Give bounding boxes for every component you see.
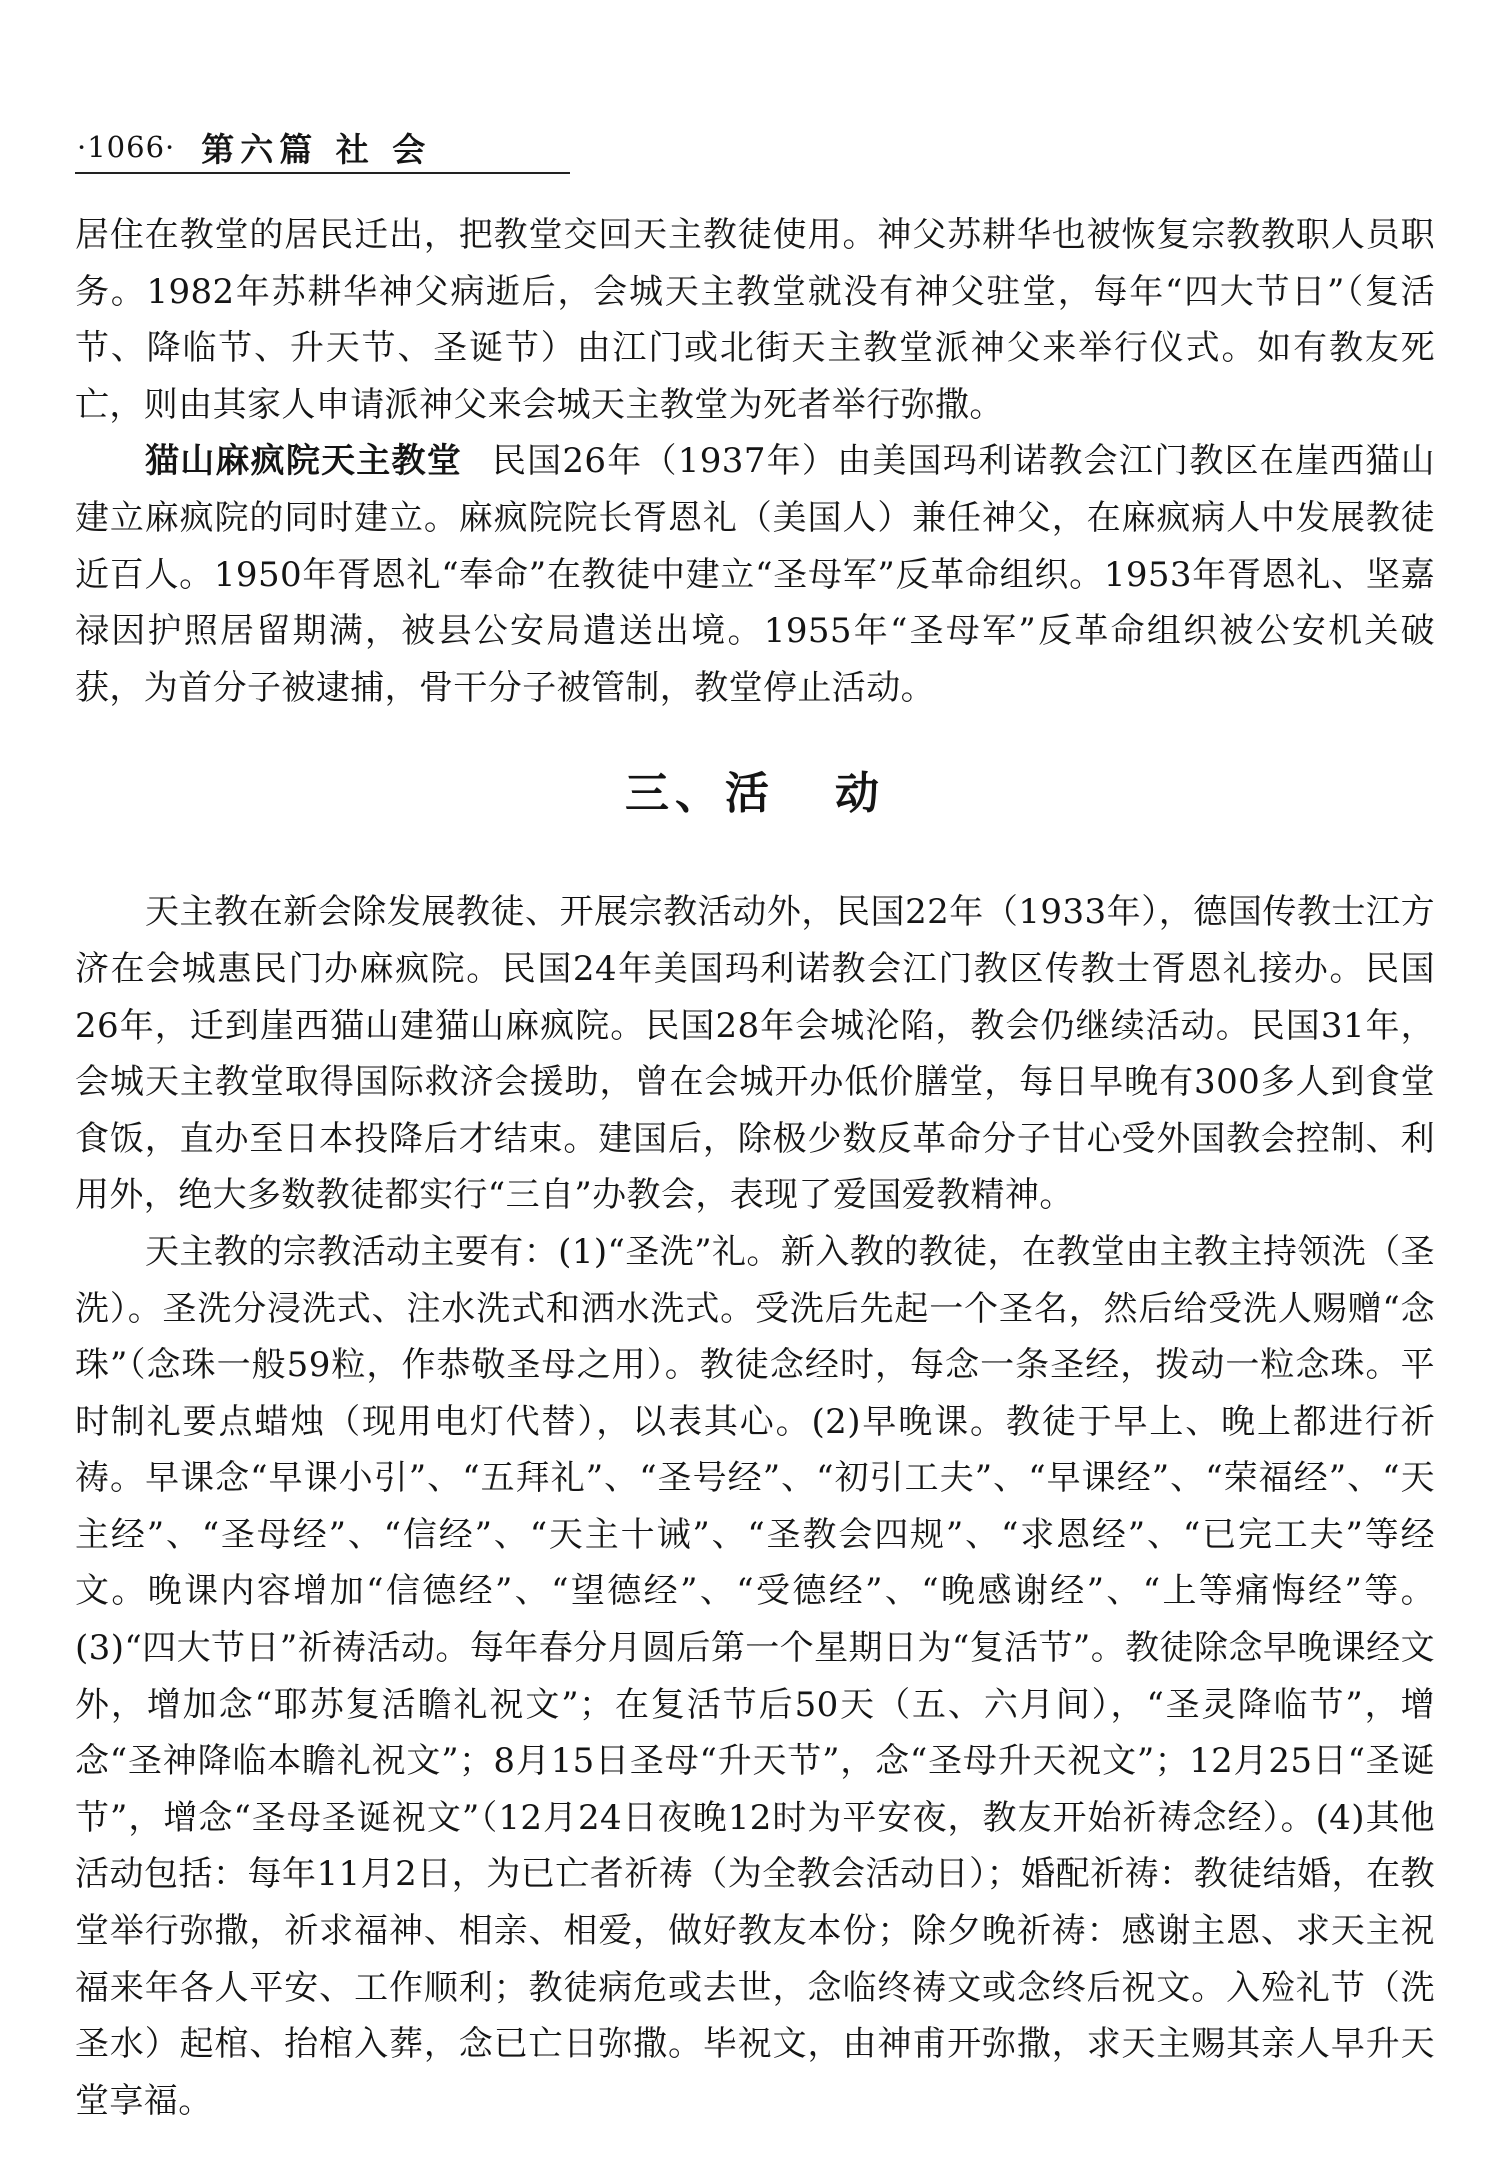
paragraph-activities-history: 天主教在新会除发展教徒、开展宗教活动外，民国22年（1933年），德国传教士江方济在会城惠民门办麻疯院。民国24年美国玛利诺教会江门教区传教士胥恩礼接办。民国26年，迁到崖西猫山建猫山麻疯院。民国28年会城沦陷，教会仍继续活动。民国31年，会城天主教堂取得国际救济会援助，曾在会城开办低价膳堂，每日早晚有300多人到食堂食饭，直办至日本投降后才结束。建国后，除极少数反革命分子甘心受外国教会控制、利用外，绝大多数教徒都实行“三自”办教会，表现了爱国爱教精神。 — [75, 892, 1435, 1216]
chapter-title: 第六篇 社 会 — [201, 129, 432, 169]
section-heading-part1: 三、活 — [625, 768, 775, 820]
section-heading-part2: 动 — [835, 768, 885, 820]
entry-term: 猫山麻疯院天主教堂 — [145, 441, 462, 482]
page-number: ·1066· — [77, 130, 176, 164]
paragraph-religious-activities: 天主教的宗教活动主要有：(1)“圣洗”礼。新入教的教徒，在教堂由主教主持领洗（圣洗）。圣洗分浸洗式、注水洗式和洒水洗式。受洗后先起一个圣名，然后给受洗人赐赠“念珠”（念珠一般59粒，作恭敬圣母之用）。教徒念经时，每念一条圣经，拨动一粒念珠。平时制礼要点蜡烛（现用电灯代替），以表其心。(2)早晚课。教徒于早上、晚上都进行祈祷。早课念“早课小引”、“五拜礼”、“圣号经”、“初引工夫”、“早课经”、“荣福经”、“天主经”、“圣母经”、“信经”、“天主十诫”、“圣教会四规”、“求恩经”、“已完工夫”等经文。晚课内容增加“信德经”、“望德经”、“受德经”、“晚感谢经”、“上等痛悔经”等。(3)“四大节日”祈祷活动。每年春分月圆后第一个星期日为“复活节”。教徒除念早晚课经文外，增加念“耶苏复活瞻礼祝文”；在复活节后50天（五、六月间），“圣灵降临节”，增念“圣神降临本瞻礼祝文”；8月15日圣母“升天节”，念“圣母升天祝文”；12月25日“圣诞节”，增念“圣母圣诞祝文”（12月24日夜晚12时为平安夜，教友开始祈祷念经）。(4)其他活动包括：每年11月2日，为已亡者祈祷（为全教会活动日）；婚配祈祷：教徒结婚，在教堂举行弥撒，祈求福神、相亲、相爱，做好教友本份；除夕晚祈祷：感谢主恩、求天主祝福来年各人平安、工作顺利；教徒病危或去世，念临终祷文或念终后祝文。入殓礼节（洗圣水）起棺、抬棺入葬，念已亡日弥撒。毕祝文，由神甫开弥撒，求天主赐其亲人早升天堂享福。 — [75, 1231, 1435, 2121]
paragraph-maoshan-church — [75, 433, 1435, 716]
page-body — [75, 207, 1435, 2129]
page-header — [75, 122, 570, 174]
entry-body: 民国26年（1937年）由美国玛利诺教会江门教区在崖西猫山建立麻疯院的同时建立。麻疯院院长胥恩礼（美国人）兼任神父，在麻疯病人中发展教徒近百人。1950年胥恩礼“奉命”在教徒中建立“圣母军”反革命组织。1953年胥恩礼、坚嘉禄因护照居留期满，被县公安局遣送出境。1955年“圣母军”反革命组织被公安机关破获，为首分子被逮捕，骨干分子被管制，教堂停止活动。 — [75, 441, 1435, 708]
section-heading — [75, 764, 1435, 824]
paragraph-continued: 居住在教堂的居民迁出，把教堂交回天主教徒使用。神父苏耕华也被恢复宗教教职人员职务。1982年苏耕华神父病逝后，会城天主教堂就没有神父驻堂，每年“四大节日”（复活节、降临节、升天节、圣诞节）由江门或北街天主教堂派神父来举行仪式。如有教友死亡，则由其家人申请派神父来会城天主教堂为死者举行弥撒。 — [75, 215, 1435, 425]
